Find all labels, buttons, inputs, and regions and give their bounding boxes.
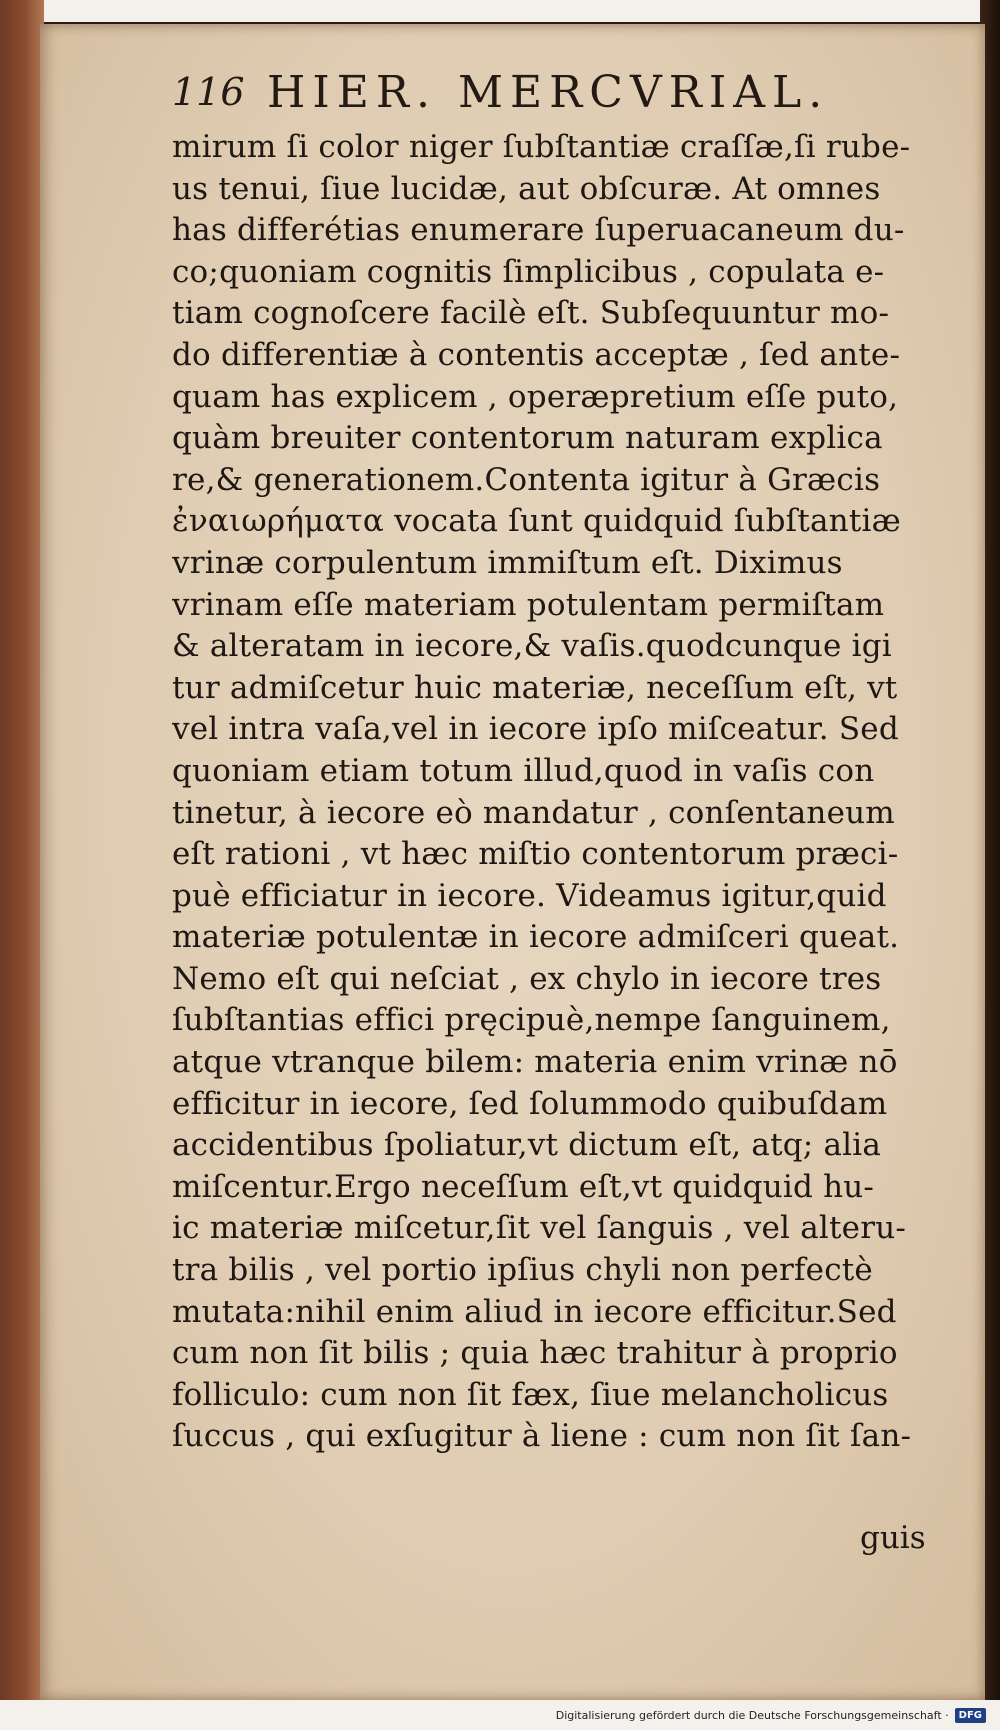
dfg-logo: DFG	[955, 1708, 986, 1723]
text-line: ſubſtantias effici pręcipuè,nempe ſanguinem,	[172, 1002, 891, 1039]
text-line: quoniam etiam totum illud,quod in vaſis con	[172, 752, 875, 789]
digitization-credit	[556, 1704, 986, 1726]
catchword: guis	[860, 1520, 926, 1556]
scan-top-margin	[0, 0, 1000, 22]
text-line: cum non ſit bilis ; quia hæc trahitur à proprio	[172, 1335, 898, 1372]
text-line: vrinæ corpulentum immiſtum eſt. Diximus	[172, 544, 843, 581]
text-line: miſcentur.Ergo neceſſum eſt,vt quidquid hu-	[172, 1168, 875, 1205]
text-line: puè efficiatur in iecore. Videamus igitur,quid	[172, 877, 887, 914]
text-line: mirum ſi color niger ſubſtantiæ craſſæ,ſi rube-	[172, 129, 911, 165]
text-line: re,& generationem.Contenta igitur à Græcis	[172, 461, 881, 498]
text-line: quam has explicem , operæpretium eſſe puto,	[172, 378, 899, 415]
text-line: vel intra vaſa,vel in iecore ipſo miſceatur. Sed	[172, 711, 899, 748]
text-line: efficitur in iecore, ſed ſolummodo quibuſdam	[172, 1085, 888, 1122]
text-line-greek: ἐναιωρήματα vocata ſunt quidquid ſubſtantiæ	[172, 503, 901, 540]
text-line: has differétias enumerare ſuperuacaneum du-	[172, 212, 905, 249]
body-text	[172, 127, 932, 1458]
page-number: 116	[172, 70, 245, 114]
text-line: tinetur, à iecore eò mandatur , conſentaneum	[172, 794, 895, 831]
text-line: atque vtranque bilem: materia enim vrinæ nō	[172, 1044, 898, 1081]
running-head	[172, 64, 892, 120]
text-line: ſuccus , qui exſugitur à liene : cum non ſit ſan-	[172, 1418, 912, 1455]
text-line: us tenui, ſiue lucidæ, aut obſcuræ. At omnes	[172, 170, 881, 207]
running-title: HIER. MERCVRIAL.	[267, 66, 830, 118]
text-line: quàm breuiter contentorum naturam explica	[172, 420, 883, 457]
text-line: vrinam eſſe materiam potulentam permiſtam	[172, 586, 885, 623]
text-line: tur admiſcetur huic materiæ, neceſſum eſt, vt	[172, 669, 898, 706]
text-line: Nemo eſt qui neſciat , ex chylo in iecore tres	[172, 960, 882, 997]
text-line: materiæ potulentæ in iecore admiſceri queat.	[172, 919, 900, 956]
text-line: eſt rationi , vt hæc miſtio contentorum præci-	[172, 836, 899, 873]
text-line: do differentiæ à contentis acceptæ , ſed ante-	[172, 336, 901, 373]
text-line: accidentibus ſpoliatur,vt dictum eſt, atq; alia	[172, 1127, 882, 1164]
text-line: tiam cognoſcere facilè eſt. Subſequuntur mo-	[172, 295, 890, 332]
scan-left-edge	[0, 0, 44, 1730]
text-line: ic materiæ miſcetur,ſit vel ſanguis , vel alteru-	[172, 1210, 907, 1247]
text-line: tra bilis , vel portio ipſius chyli non perfectè	[172, 1252, 873, 1289]
book-page	[40, 24, 985, 1700]
text-line: folliculo: cum non ſit fæx, ſiue melancholicus	[172, 1376, 889, 1413]
text-line: & alteratam in iecore,& vaſis.quodcunque igi	[172, 628, 892, 665]
text-line: mutata:nihil enim aliud in iecore efficitur.Sed	[172, 1293, 897, 1330]
text-line: co;quoniam cognitis ſimplicibus , copulata e-	[172, 253, 885, 290]
credit-text: Digitalisierung gefördert durch die Deutsche Forschungsgemeinschaft ·	[555, 1708, 949, 1722]
